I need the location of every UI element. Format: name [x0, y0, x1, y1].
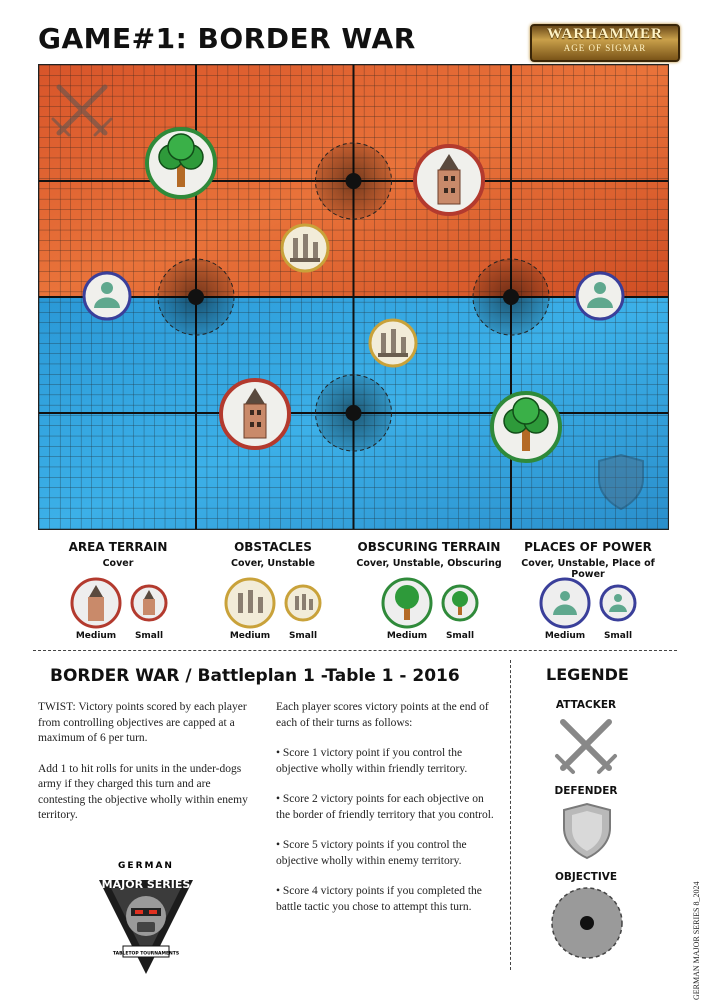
buddha-icon [601, 586, 635, 620]
german-major-series-logo [95, 858, 197, 976]
objective-label: OBJECTIVE [554, 871, 618, 883]
attacker-label: ATTACKER [555, 699, 617, 711]
terrain-area-tower [221, 380, 289, 448]
legend-medium-label: Medium [386, 631, 428, 641]
crossed-swords-icon [553, 716, 619, 776]
legend-places-of-power [503, 540, 673, 580]
legend-obstacles [188, 540, 358, 569]
scoring-intro: Each player scores victory points at the end of each of their turns as follows: [276, 701, 489, 729]
defender-label: DEFENDER [554, 785, 618, 797]
objective-icon [549, 885, 625, 961]
scoring-rule: • Score 2 victory points for each objective on the border of friendly territory that you control. [276, 793, 494, 821]
scoring-text [276, 700, 498, 930]
objective-marker [158, 259, 234, 335]
buddha-icon [541, 579, 589, 627]
legend-small-label: Small [134, 631, 164, 641]
terrain-obstacle-ruins [282, 225, 328, 271]
legend-subtitle: Cover, Unstable, Place of Power [521, 558, 655, 580]
legend-obscuring [344, 540, 514, 569]
scoring-rule: • Score 5 victory points if you control the objective wholly within enemy territory. [276, 839, 467, 867]
terrain-obscuring-tree [147, 129, 215, 197]
legend-medium-label: Medium [75, 631, 117, 641]
legend-subtitle: Cover [102, 558, 134, 569]
page-title: GAME#1: BORDER WAR [38, 22, 416, 55]
legende-title: LEGENDE [546, 665, 629, 684]
objective-marker [473, 259, 549, 335]
tower-icon [72, 579, 120, 627]
ruins-icon [226, 579, 274, 627]
twist-text [38, 700, 260, 839]
tree-icon [443, 586, 477, 620]
terrain-area-tower [415, 146, 483, 214]
scoring-rule: • Score 1 victory point if you control the objective wholly within friendly territory. [276, 747, 468, 775]
tree-icon [383, 579, 431, 627]
legend-tokens [0, 575, 709, 635]
gms-top-text: GERMAN [118, 861, 174, 871]
battle-map-svg [39, 65, 668, 529]
terrain-obstacle-ruins [370, 320, 416, 366]
objective-marker [316, 375, 392, 451]
legend-heading: OBSTACLES [234, 540, 312, 554]
gms-ribbon-text: TABLETOP TOURNAMENTS [112, 951, 180, 957]
legend-small-label: Small [603, 631, 633, 641]
twist-paragraph: TWIST: Victory points scored by each player from controlling objectives are capped at a maximum of 6 per turn. [38, 701, 247, 744]
logo-sub-text: AGE OF SIGMAR [563, 43, 647, 53]
scoring-rule: • Score 4 victory points if you completed the battle tactic you chose to attempt this turn. [276, 885, 482, 913]
terrain-power-buddha [577, 273, 623, 319]
legend-subtitle: Cover, Unstable [231, 558, 315, 569]
legend-medium-label: Medium [229, 631, 271, 641]
legend-subtitle: Cover, Unstable, Obscuring [356, 558, 502, 569]
gms-main-text: MAJOR SERIES [101, 878, 191, 891]
terrain-power-buddha [84, 273, 130, 319]
side-footer-text: GERMAN MAJOR SERIES 8_2024 [692, 881, 701, 1000]
legend-area-terrain [33, 540, 203, 569]
battle-map [38, 64, 669, 530]
section-divider [33, 650, 677, 651]
shield-icon [562, 802, 612, 860]
objective-marker [316, 143, 392, 219]
legend-small-label: Small [288, 631, 318, 641]
legend-small-label: Small [445, 631, 475, 641]
legend-heading: OBSCURING TERRAIN [357, 540, 501, 554]
underdog-paragraph: Add 1 to hit rolls for units in the under-dogs army if they charged this turn and are contesting the objective wholly within enemy territory. [38, 762, 248, 821]
column-divider [510, 660, 511, 970]
legend-heading: AREA TERRAIN [68, 540, 168, 554]
logo-main-text: WARHAMMER [547, 26, 663, 42]
terrain-obscuring-tree [492, 393, 560, 461]
legend-heading: PLACES OF POWER [524, 540, 652, 554]
tower-icon [132, 586, 166, 620]
legend-medium-label: Medium [544, 631, 586, 641]
battleplan-title: BORDER WAR / Battleplan 1 -Table 1 - 2016 [50, 666, 460, 686]
ruins-icon [286, 586, 320, 620]
warhammer-logo [530, 24, 680, 62]
